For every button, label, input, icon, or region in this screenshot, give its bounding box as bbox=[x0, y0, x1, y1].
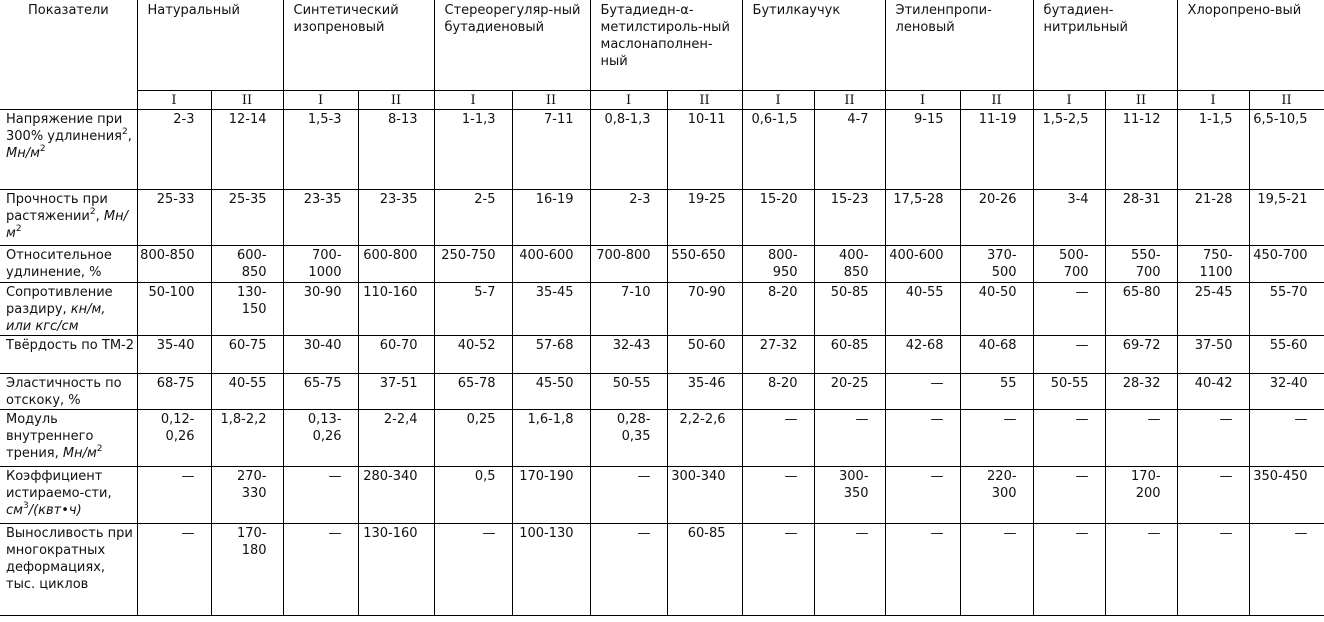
value-cell: 60-85 bbox=[667, 523, 742, 615]
value-cell: 30-40 bbox=[283, 335, 358, 373]
row-unit-superscript: 2 bbox=[96, 443, 103, 454]
value-cell: — bbox=[885, 373, 960, 409]
value-cell: — bbox=[283, 466, 358, 523]
row-unit: Мн/м bbox=[62, 445, 97, 461]
value-cell: — bbox=[590, 466, 667, 523]
value-cell: 1,5-2,5 bbox=[1033, 109, 1105, 189]
value-cell: 25-45 bbox=[1177, 282, 1249, 335]
value-cell: 55-60 bbox=[1249, 335, 1324, 373]
value-cell: 60-85 bbox=[814, 335, 885, 373]
value-cell: 21-28 bbox=[1177, 189, 1249, 245]
value-cell: 16-19 bbox=[512, 189, 590, 245]
row-unit-superscript: 2 bbox=[15, 223, 22, 234]
value-cell: 6,5-10,5 bbox=[1249, 109, 1324, 189]
value-cell: 0,12-0,26 bbox=[137, 409, 211, 466]
value-cell: 60-75 bbox=[211, 335, 283, 373]
value-cell: 3-4 bbox=[1033, 189, 1105, 245]
value-cell: — bbox=[1033, 282, 1105, 335]
value-cell: — bbox=[814, 523, 885, 615]
value-cell: — bbox=[960, 409, 1033, 466]
value-cell: — bbox=[742, 409, 814, 466]
value-cell: — bbox=[814, 409, 885, 466]
header-indicators: Показатели bbox=[0, 0, 137, 109]
value-cell: 42-68 bbox=[885, 335, 960, 373]
value-cell: 40-55 bbox=[885, 282, 960, 335]
value-cell: — bbox=[742, 523, 814, 615]
value-cell: 32-43 bbox=[590, 335, 667, 373]
row-label-text: Выносливость при многократных деформациях, тыс. циклов bbox=[6, 525, 133, 592]
table-row bbox=[0, 409, 1324, 466]
value-cell: 12-14 bbox=[211, 109, 283, 189]
subheader-cell: II bbox=[960, 90, 1033, 109]
row-label-text: Напряжение при 300% удлинения bbox=[6, 111, 123, 144]
value-cell: 0,25 bbox=[434, 409, 512, 466]
row-label bbox=[0, 523, 137, 615]
row-label-punct: , bbox=[127, 128, 132, 144]
value-cell: — bbox=[1177, 466, 1249, 523]
subheader-cell: I bbox=[1033, 90, 1105, 109]
value-cell: 1,8-2,2 bbox=[211, 409, 283, 466]
subheader-cell: I bbox=[283, 90, 358, 109]
value-cell: 11-19 bbox=[960, 109, 1033, 189]
column-header: Этиленпропи-леновый bbox=[885, 0, 1033, 90]
value-cell: — bbox=[137, 466, 211, 523]
value-cell: — bbox=[590, 523, 667, 615]
value-cell: — bbox=[1033, 335, 1105, 373]
value-cell: 600-850 bbox=[211, 245, 283, 282]
value-cell: — bbox=[1249, 523, 1324, 615]
column-header: Синтетический изопреновый bbox=[283, 0, 434, 90]
row-label-text: Твёрдость по ТМ-2 bbox=[6, 337, 135, 353]
value-cell: 450-700 bbox=[1249, 245, 1324, 282]
value-cell: — bbox=[885, 523, 960, 615]
value-cell: 10-11 bbox=[667, 109, 742, 189]
value-cell: 15-20 bbox=[742, 189, 814, 245]
value-cell: 35-40 bbox=[137, 335, 211, 373]
value-cell: 65-75 bbox=[283, 373, 358, 409]
value-cell: 8-13 bbox=[358, 109, 434, 189]
value-cell: 130-150 bbox=[211, 282, 283, 335]
value-cell: 55-70 bbox=[1249, 282, 1324, 335]
value-cell: 4-7 bbox=[814, 109, 885, 189]
value-cell: 2-5 bbox=[434, 189, 512, 245]
subheader-cell: I bbox=[137, 90, 211, 109]
value-cell: 0,8-1,3 bbox=[590, 109, 667, 189]
value-cell: 2-2,4 bbox=[358, 409, 434, 466]
value-cell: 7-11 bbox=[512, 109, 590, 189]
table-row bbox=[0, 189, 1324, 245]
value-cell: 800-950 bbox=[742, 245, 814, 282]
value-cell: 60-70 bbox=[358, 335, 434, 373]
value-cell: 20-25 bbox=[814, 373, 885, 409]
value-cell: 110-160 bbox=[358, 282, 434, 335]
value-cell: 400-850 bbox=[814, 245, 885, 282]
value-cell: 130-160 bbox=[358, 523, 434, 615]
value-cell: 300-350 bbox=[814, 466, 885, 523]
value-cell: 23-35 bbox=[358, 189, 434, 245]
value-cell: 600-800 bbox=[358, 245, 434, 282]
row-label bbox=[0, 373, 137, 409]
value-cell: — bbox=[742, 466, 814, 523]
row-label-text: Относительное удлинение, % bbox=[6, 247, 112, 280]
value-cell: 1,6-1,8 bbox=[512, 409, 590, 466]
subheader-cell: I bbox=[434, 90, 512, 109]
row-unit: Мн/м bbox=[6, 145, 40, 161]
value-cell: 45-50 bbox=[512, 373, 590, 409]
value-cell: 35-46 bbox=[667, 373, 742, 409]
value-cell: — bbox=[960, 523, 1033, 615]
row-label-punct: , bbox=[95, 208, 100, 224]
row-label bbox=[0, 282, 137, 335]
value-cell: 19-25 bbox=[667, 189, 742, 245]
value-cell: 50-60 bbox=[667, 335, 742, 373]
table-row bbox=[0, 245, 1324, 282]
value-cell: 1-1,3 bbox=[434, 109, 512, 189]
value-cell: 300-340 bbox=[667, 466, 742, 523]
value-cell: 220-300 bbox=[960, 466, 1033, 523]
subheader-cell: II bbox=[211, 90, 283, 109]
row-label bbox=[0, 335, 137, 373]
table-row bbox=[0, 373, 1324, 409]
value-cell: 0,6-1,5 bbox=[742, 109, 814, 189]
row-label bbox=[0, 189, 137, 245]
value-cell: 30-90 bbox=[283, 282, 358, 335]
row-label-superscript: 2 bbox=[89, 206, 96, 217]
value-cell: 23-35 bbox=[283, 189, 358, 245]
value-cell: 0,28-0,35 bbox=[590, 409, 667, 466]
value-cell: 57-68 bbox=[512, 335, 590, 373]
value-cell: 25-35 bbox=[211, 189, 283, 245]
value-cell: — bbox=[1033, 466, 1105, 523]
row-unit: Мн/м bbox=[6, 208, 128, 241]
value-cell: 1-1,5 bbox=[1177, 109, 1249, 189]
value-cell: 40-55 bbox=[211, 373, 283, 409]
value-cell: 20-26 bbox=[960, 189, 1033, 245]
value-cell: 68-75 bbox=[137, 373, 211, 409]
value-cell: 370-500 bbox=[960, 245, 1033, 282]
subheader-cell: II bbox=[358, 90, 434, 109]
value-cell: 35-45 bbox=[512, 282, 590, 335]
column-header: Бутилкаучук bbox=[742, 0, 885, 90]
value-cell: 15-23 bbox=[814, 189, 885, 245]
value-cell: 50-100 bbox=[137, 282, 211, 335]
subheader-cell: II bbox=[1249, 90, 1324, 109]
row-unit-superscript: 3 bbox=[22, 500, 29, 511]
value-cell: 8-20 bbox=[742, 373, 814, 409]
value-cell: 2-3 bbox=[137, 109, 211, 189]
subheader-cell: II bbox=[512, 90, 590, 109]
value-cell: 65-80 bbox=[1105, 282, 1177, 335]
value-cell: — bbox=[885, 409, 960, 466]
subheader-cell: I bbox=[590, 90, 667, 109]
row-label bbox=[0, 409, 137, 466]
row-unit: кн/м, или кгс/см bbox=[6, 301, 106, 334]
value-cell: — bbox=[1033, 523, 1105, 615]
header-row bbox=[0, 0, 1324, 90]
value-cell: 37-50 bbox=[1177, 335, 1249, 373]
subheader-cell: I bbox=[742, 90, 814, 109]
column-header: Натуральный bbox=[137, 0, 283, 90]
value-cell: — bbox=[1177, 409, 1249, 466]
value-cell: 0,5 bbox=[434, 466, 512, 523]
subheader-row bbox=[0, 90, 1324, 109]
row-label bbox=[0, 245, 137, 282]
value-cell: 550-700 bbox=[1105, 245, 1177, 282]
value-cell: 25-33 bbox=[137, 189, 211, 245]
value-cell: 170-190 bbox=[512, 466, 590, 523]
table-row bbox=[0, 335, 1324, 373]
value-cell: 11-12 bbox=[1105, 109, 1177, 189]
column-header: Бутадиедн-α-метилстироль-ный маслонаполнен-ный bbox=[590, 0, 742, 90]
value-cell: 280-340 bbox=[358, 466, 434, 523]
value-cell: 40-50 bbox=[960, 282, 1033, 335]
row-label-text: Сопротивление раздиру, bbox=[6, 284, 113, 317]
table-row bbox=[0, 466, 1324, 523]
value-cell: 550-650 bbox=[667, 245, 742, 282]
table-row bbox=[0, 282, 1324, 335]
value-cell: — bbox=[434, 523, 512, 615]
value-cell: — bbox=[1177, 523, 1249, 615]
row-label-text: Эластичность по отскоку, % bbox=[6, 375, 122, 408]
value-cell: 40-68 bbox=[960, 335, 1033, 373]
value-cell: 40-42 bbox=[1177, 373, 1249, 409]
column-header: Хлоропрено-вый bbox=[1177, 0, 1324, 90]
row-label-text: Коэффициент истираемо-сти, bbox=[6, 468, 112, 501]
subheader-cell: II bbox=[1105, 90, 1177, 109]
value-cell: 65-78 bbox=[434, 373, 512, 409]
value-cell: 2,2-2,6 bbox=[667, 409, 742, 466]
subheader-cell: II bbox=[667, 90, 742, 109]
column-header: бутадиен-нитрильный bbox=[1033, 0, 1177, 90]
value-cell: 37-51 bbox=[358, 373, 434, 409]
value-cell: 50-55 bbox=[1033, 373, 1105, 409]
value-cell: 50-55 bbox=[590, 373, 667, 409]
row-unit: см bbox=[6, 502, 23, 518]
value-cell: 28-31 bbox=[1105, 189, 1177, 245]
value-cell: 500-700 bbox=[1033, 245, 1105, 282]
value-cell: 32-40 bbox=[1249, 373, 1324, 409]
value-cell: — bbox=[1033, 409, 1105, 466]
value-cell: 400-600 bbox=[512, 245, 590, 282]
value-cell: 69-72 bbox=[1105, 335, 1177, 373]
table-row bbox=[0, 523, 1324, 615]
value-cell: 7-10 bbox=[590, 282, 667, 335]
value-cell: 28-32 bbox=[1105, 373, 1177, 409]
value-cell: 100-130 bbox=[512, 523, 590, 615]
value-cell: 55 bbox=[960, 373, 1033, 409]
value-cell: 170-180 bbox=[211, 523, 283, 615]
value-cell: 8-20 bbox=[742, 282, 814, 335]
value-cell: 250-750 bbox=[434, 245, 512, 282]
value-cell: 27-32 bbox=[742, 335, 814, 373]
row-label-text: Прочность при растяжении bbox=[6, 191, 108, 224]
value-cell: 5-7 bbox=[434, 282, 512, 335]
value-cell: 0,13-0,26 bbox=[283, 409, 358, 466]
value-cell: 800-850 bbox=[137, 245, 211, 282]
table-row bbox=[0, 109, 1324, 189]
value-cell: 270-330 bbox=[211, 466, 283, 523]
subheader-cell: II bbox=[814, 90, 885, 109]
value-cell: — bbox=[1105, 409, 1177, 466]
row-label bbox=[0, 466, 137, 523]
value-cell: 350-450 bbox=[1249, 466, 1324, 523]
value-cell: 40-52 bbox=[434, 335, 512, 373]
value-cell: 19,5-21 bbox=[1249, 189, 1324, 245]
value-cell: 17,5-28 bbox=[885, 189, 960, 245]
subheader-cell: I bbox=[1177, 90, 1249, 109]
value-cell: 400-600 bbox=[885, 245, 960, 282]
subheader-cell: I bbox=[885, 90, 960, 109]
value-cell: 1,5-3 bbox=[283, 109, 358, 189]
value-cell: 70-90 bbox=[667, 282, 742, 335]
value-cell: — bbox=[137, 523, 211, 615]
row-label-superscript: 2 bbox=[122, 126, 128, 137]
value-cell: — bbox=[885, 466, 960, 523]
row-label bbox=[0, 109, 137, 189]
row-label-text: Модуль внутреннего трения, bbox=[6, 411, 94, 461]
value-cell: 700-1000 bbox=[283, 245, 358, 282]
value-cell: 700-800 bbox=[590, 245, 667, 282]
value-cell: 2-3 bbox=[590, 189, 667, 245]
value-cell: 750-1100 bbox=[1177, 245, 1249, 282]
value-cell: 170-200 bbox=[1105, 466, 1177, 523]
value-cell: 9-15 bbox=[885, 109, 960, 189]
value-cell: 50-85 bbox=[814, 282, 885, 335]
value-cell: — bbox=[283, 523, 358, 615]
row-unit-suffix: /(квт•ч) bbox=[28, 502, 82, 518]
value-cell: — bbox=[1249, 409, 1324, 466]
column-header: Стереорегуляр-ный бутадиеновый bbox=[434, 0, 590, 90]
value-cell: — bbox=[1105, 523, 1177, 615]
row-unit-superscript: 2 bbox=[39, 143, 46, 154]
